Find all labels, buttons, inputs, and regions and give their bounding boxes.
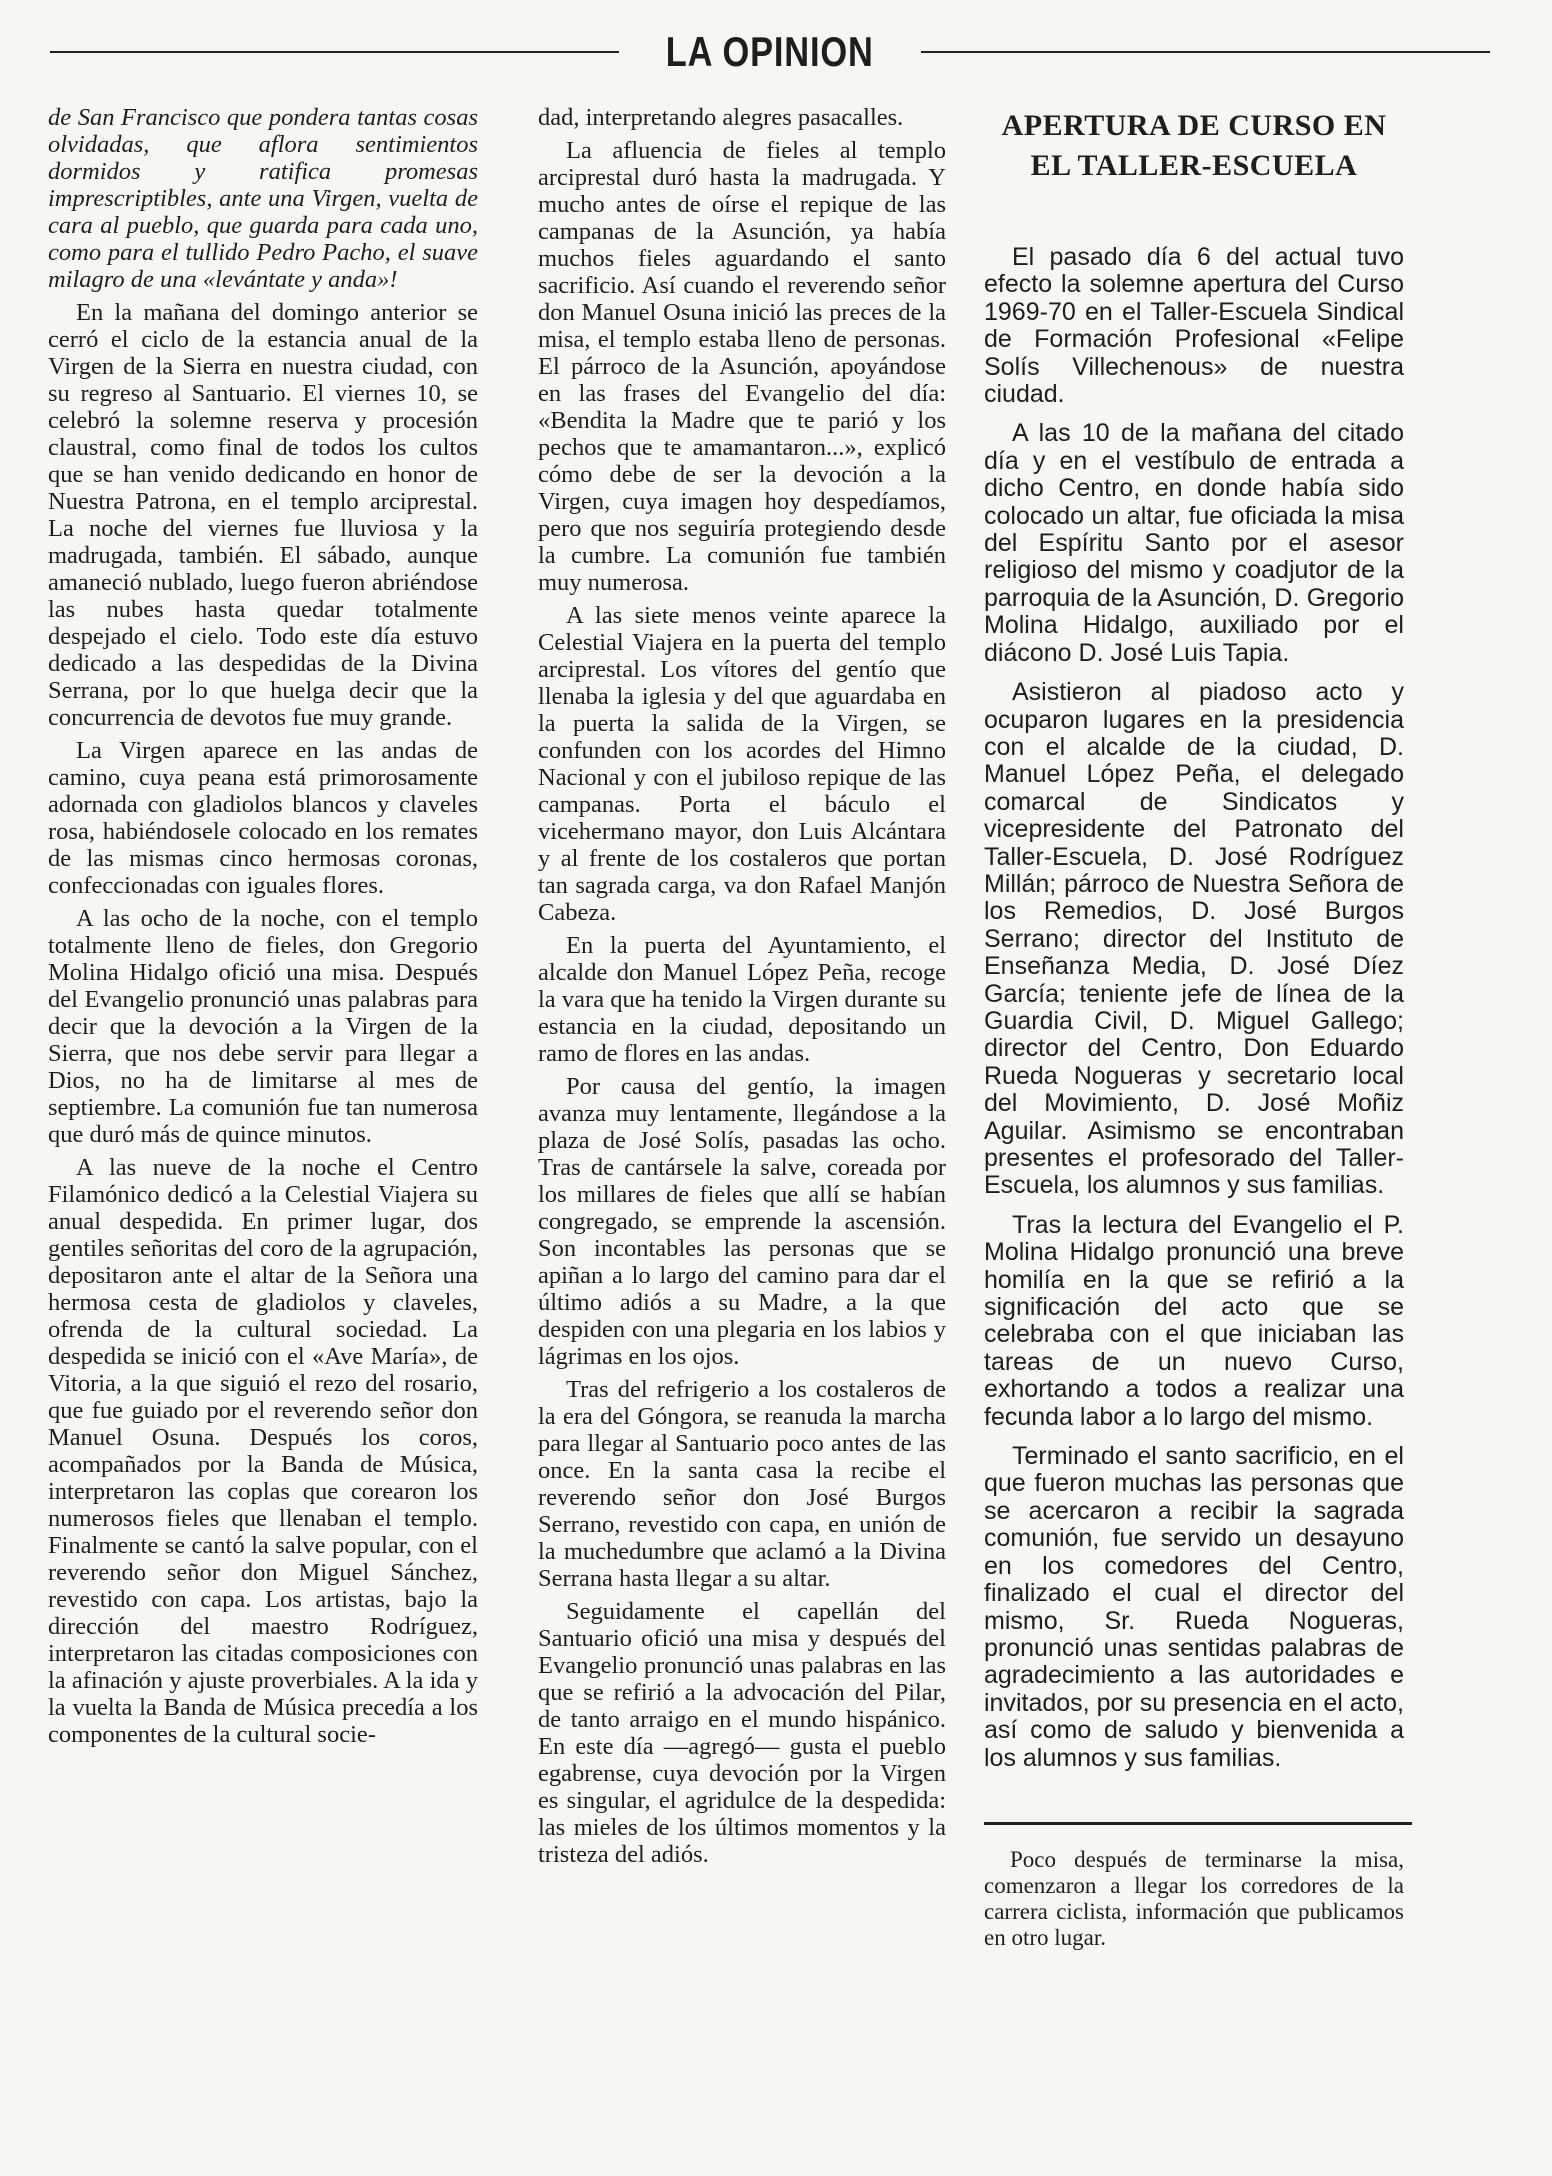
paragraph: En la puerta del Ayuntamiento, el alcalde don Manuel López Peña, recoge la vara que ha tenido la Virgen durante su estancia en la ciudad, depositando un ramo de flores en las andas. [538,932,946,1067]
article-continuation-lead: de San Francisco que pondera tantas cosas olvidadas, que aflora sentimientos dormidos y ratifica promesas imprescriptibles, ante una Virgen, vuelta de cara al pueblo, que guarda para cada uno, como para el tullido Pedro Pacho, el suave milagro de una «levántate y anda»! [48,104,478,293]
headline-line-2: EL TALLER-ESCUELA [1030,149,1358,182]
note-text: Poco después de terminarse la misa, comenzaron a llegar los corredores de la carrera ciclista, información que publicamos en otro lugar. [984,1846,1404,1950]
paragraph: A las siete menos veinte aparece la Celestial Viajera en la puerta del templo arciprestal. Los vítores del gentío que llenaba la iglesia y del que aguardaba en la puerta la salida de la Virgen, se confunden con los acordes del Himno Nacional y con el jubiloso repique de las campanas. Porta el báculo el vicehermano mayor, don Luis Alcántara y al frente de los costaleros que portan tan sagrada carga, va don Rafael Manjón Cabeza. [538,602,946,926]
paragraph: La afluencia de fieles al templo arciprestal duró hasta la madrugada. Y mucho antes de oírse el repique de las campanas de la Asunción, ya había muchos fieles aguardando el santo sacrificio. Así cuando el reverendo señor don Manuel Osuna inició las preces de la misa, el templo estaba lleno de personas. El párroco de la Asunción, apoyándose en las frases del Evangelio del día: «Bendita la Madre que te parió y los pechos que te amamantaron...», explicó cómo debe de ser la devoción a la Virgen, cuya imagen hoy despedíamos, pero que nos seguiría protegiendo desde la cumbre. La comunión fue también muy numerosa. [538,137,946,596]
page-title: LA OPINION [666,28,874,75]
article-body [984,244,1404,1772]
paragraph: Tras del refrigerio a los costaleros de la era del Góngora, se reanuda la marcha para llegar al Santuario poco antes de las once. En la santa casa la recibe el reverendo señor don José Burgos Serrano, revestido con capa, en unión de la muchedumbre que aclamó a la Divina Serrana hasta llegar a su altar. [538,1376,946,1592]
paragraph: dad, interpretando alegres pasacalles. [538,104,904,131]
column-2 [538,104,946,1874]
article-headline [984,106,1404,186]
paragraph: Tras la lectura del Evangelio el P. Molina Hidalgo pronunció una breve homilía en la que se refirió a la significación del acto que se celebraba con el que iniciaban las tareas de un nuevo Curso, exhortando a todos a realizar una fecunda labor a lo largo del mismo. [984,1210,1404,1431]
paragraph: A las ocho de la noche, con el templo totalmente lleno de fieles, don Gregorio Molina Hidalgo ofició una misa. Después del Evangelio pronunció unas palabras para decir que la devoción a la Virgen de la Sierra, que nos debe servir para llegar a Dios, no ha de limitarse al mes de septiembre. La comunión fue tan numerosa que duró más de quince minutos. [48,905,478,1148]
divider [984,1822,1412,1825]
headline-line-1: APERTURA DE CURSO EN [1001,109,1387,142]
paragraph: Terminado el santo sacrificio, en el que fueron muchas las personas que se acercaron a recibir la sagrada comunión, fue servido un desayuno en los comedores del Centro, finalizado el cual el director del mismo, Sr. Rueda Nogueras, pronunció unas sentidas palabras de agradecimiento a las autoridades e invitados, por su presencia en el acto, así como de saludo y bienvenida a los alumnos y sus familias. [984,1442,1404,1772]
paragraph: A las nueve de la noche el Centro Filamónico dedicó a la Celestial Viajera su anual despedida. En primer lugar, dos gentiles señoritas del coro de la agrupación, depositaron ante el altar de la Señora una hermosa cesta de gladiolos y claveles, ofrenda de la cultural sociedad. La despedida se inició con el «Ave María», de Vitoria, a la que siguió el rezo del rosario, que fue guiado por el reverendo señor don Manuel Osuna. Después los coros, acompañados por la Banda de Música, interpretaron las coplas que corearon los numerosos fieles que llenaban el templo. Finalmente se cantó la salve popular, con el reverendo señor don Miguel Sánchez, revestido con capa. Los artistas, bajo la dirección del maestro Rodríguez, interpretaron las citadas composiciones con la afinación y ajuste proverbiales. A la ida y la vuelta la Banda de Música precedía a los componentes de la cultural socie- [48,1154,478,1748]
closing-note [984,1847,1404,1951]
masthead-rule-left [50,51,619,53]
column-3 [984,104,1404,1951]
paragraph: Asistieron al piadoso acto y ocuparon lugares en la presidencia con el alcalde de la ciudad, D. Manuel López Peña, el delegado comarcal de Sindicatos y vicepresidente del Patronato del Taller-Escuela, D. José Rodríguez Millán; párroco de Nuestra Señora de los Remedios, D. José Burgos Serrano; director del Instituto de Enseñanza Media, D. José Díez García; teniente jefe de línea de la Guardia Civil, D. Miguel Gallego; director del Centro, Don Eduardo Rueda Nogueras y secretario local del Movimiento, D. José Moñiz Aguilar. Asimismo se encontraban presentes el profesorado del Taller-Escuela, los alumnos y sus familias. [984,678,1404,1200]
paragraph: A las 10 de la mañana del citado día y en el vestíbulo de entrada a dicho Centro, en donde había sido colocado un altar, fue oficiada la misa del Espíritu Santo por el asesor religioso del mismo y coadjutor de la parroquia de la Asunción, D. Gregorio Molina Hidalgo, auxiliado por el diácono D. José Luis Tapia. [984,419,1404,667]
paragraph: Seguidamente el capellán del Santuario ofició una misa y después del Evangelio pronunció unas palabras en las que se refirió a la advocación del Pilar, de tanto arraigo en el mundo hispánico. En este día —agregó— gusta el pueblo egabrense, cuya devoción por la Virgen es singular, el agridulce de la despedida: las mieles de los últimos momentos y la tristeza del adiós. [538,1598,946,1868]
paragraph: La Virgen aparece en las andas de camino, cuya peana está primorosamente adornada con gladiolos blancos y claveles rosa, habiéndosele colocado en los remates de las mismas cinco hermosas coronas, confeccionadas con iguales flores. [48,737,478,899]
masthead [50,22,1490,82]
paragraph: El pasado día 6 del actual tuvo efecto la solemne apertura del Curso 1969-70 en el Taller-Escuela Sindical de Formación Profesional «Felipe Solís Villechenous» de nuestra ciudad. [984,243,1404,409]
column-1 [48,104,478,1754]
paragraph: Por causa del gentío, la imagen avanza muy lentamente, llegándose a la plaza de José Solís, pasadas las ocho. Tras de cantársele la salve, coreada por los millares de fieles que allí se habían congregado, se emprende la ascensión. Son incontables las personas que se apiñan a lo largo del camino para dar el último adiós a su Madre, a la que despiden con una plegaria en los labios y lágrimas en los ojos. [538,1073,946,1370]
masthead-rule-right [921,51,1490,53]
paragraph: En la mañana del domingo anterior se cerró el ciclo de la estancia anual de la Virgen de la Sierra en nuestra ciudad, con su regreso al Santuario. El viernes 10, se celebró la solemne reserva y procesión claustral, como final de todos los cultos que se han venido dedicando en honor de Nuestra Patrona, en el templo arciprestal. La noche del viernes fue lluviosa y la madrugada, también. El sábado, aunque amaneció nublado, luego fueron abriéndose las nubes hasta quedar totalmente despejado el cielo. Todo este día estuvo dedicado a las despedidas de la Divina Serrana, por lo que huelga decir que la concurrencia de devotos fue muy grande. [48,299,478,731]
